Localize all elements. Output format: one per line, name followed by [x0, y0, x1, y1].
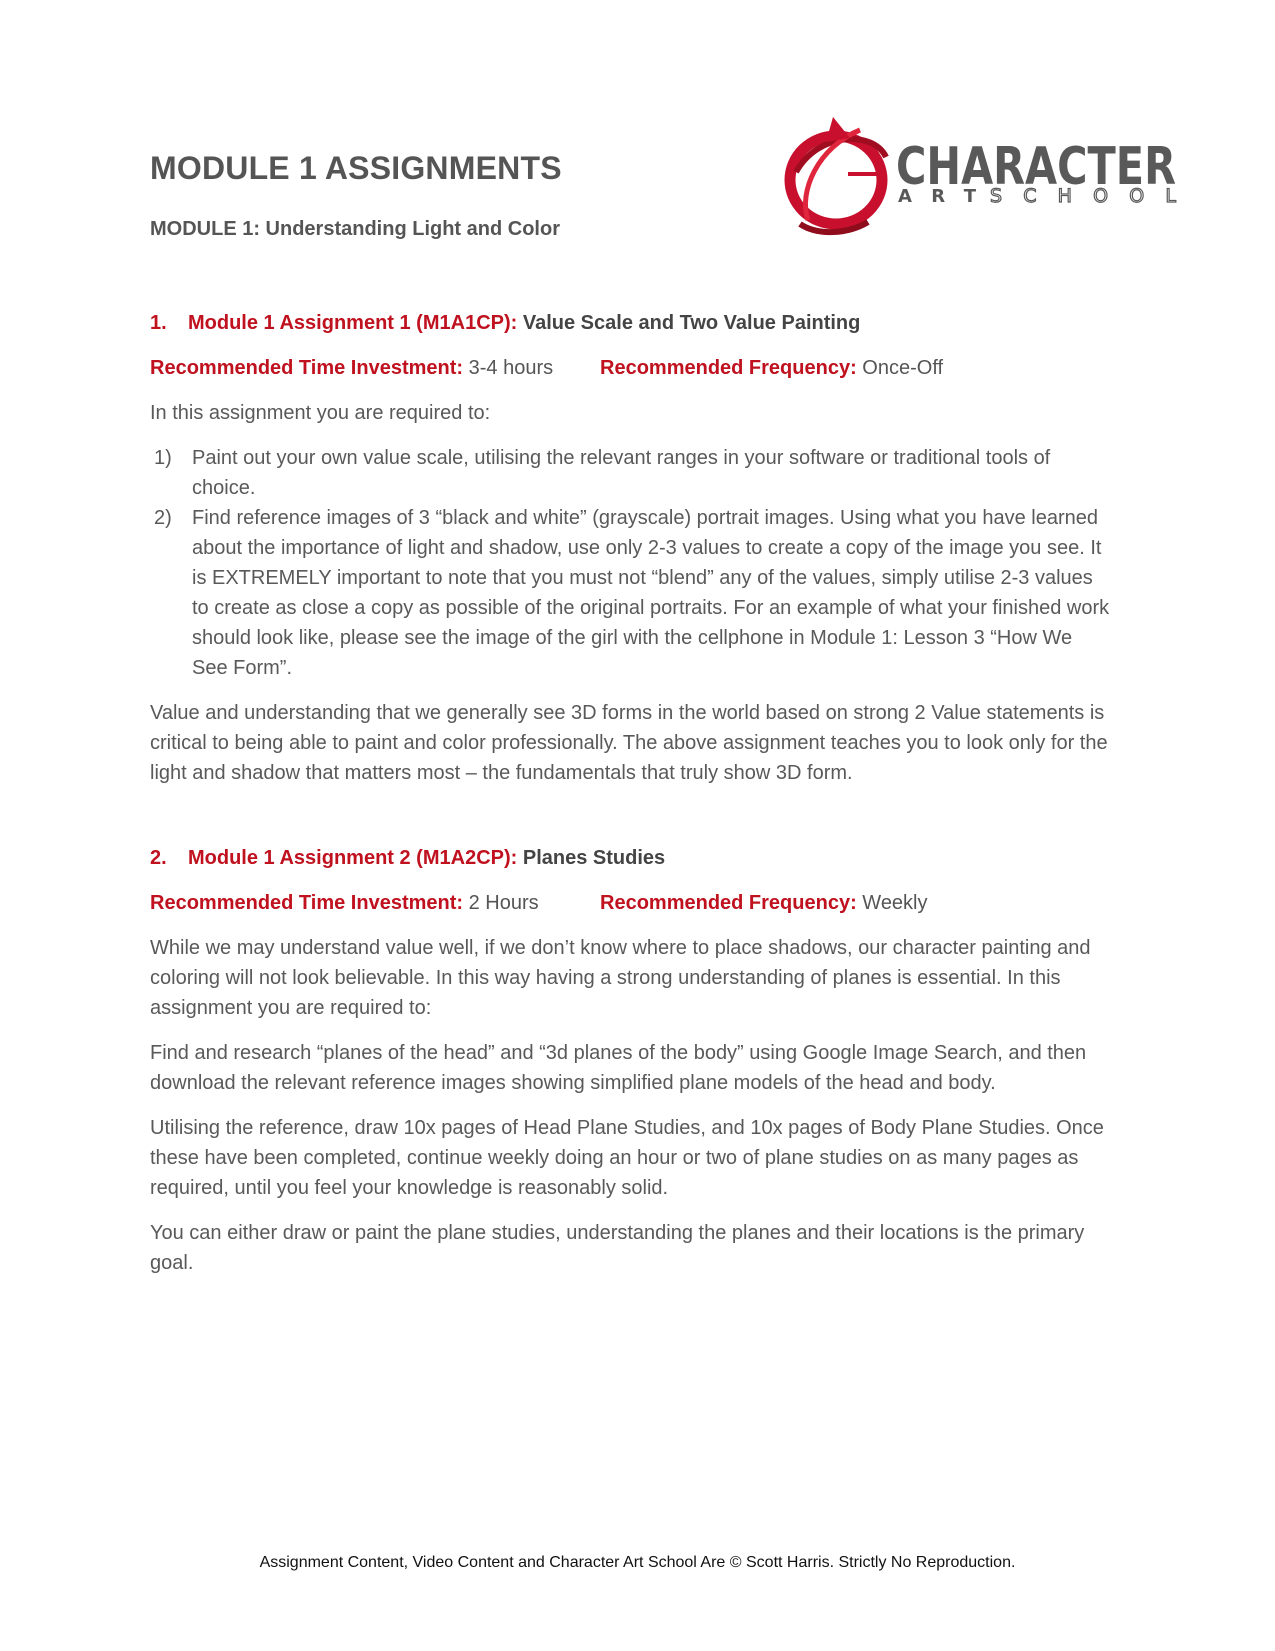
assignment-1-title: Value Scale and Two Value Painting [522, 312, 861, 334]
assignment-1-freq-value: Once-Off [862, 357, 944, 379]
assignment-2-freq-value: Weekly [862, 892, 928, 914]
logo-swirl-icon [790, 117, 886, 232]
logo-tagline-art: ART [898, 186, 976, 207]
assignment-1-meta [150, 353, 1110, 383]
page-subtitle: MODULE 1: Understanding Light and Color [150, 218, 560, 240]
list-item-number: 1) [154, 447, 172, 469]
assignment-2-freq-label: Recommended Frequency: [600, 892, 857, 914]
assignment-2-heading [150, 843, 1110, 873]
list-item-text: Paint out your own value scale, utilising the relevant ranges in your software or traditional tools of choice. [192, 447, 1051, 499]
assignment-1-time-label: Recommended Time Investment: [150, 357, 464, 379]
list-item-text: Find reference images of 3 “black and white” (grayscale) portrait images. Using what you have learned about the importance of light and shadow, use only 2-3 values to create a copy of the image you see. It is EXTREMELY important to note that you must not “blend” any of the values, simply utilise 2-3 values to create as close a copy as possible of the original portraits. For an example of what your finished work should look like, please see the image of the girl with the cellphone in Module 1: Lesson 3 “How We See Form”. [192, 507, 1110, 679]
list-item [150, 503, 1110, 683]
assignment-1-steps [150, 443, 1110, 683]
character-art-school-logo [778, 112, 1180, 240]
assignment-1-label: Module 1 Assignment 1 (M1A1CP): [188, 312, 518, 334]
assignment-2-number: 2. [150, 847, 167, 869]
assignment-2-paragraph-2: Find and research “planes of the head” and “3d planes of the body” using Google Image Search, and then download the relevant reference images showing simplified plane models of the head and body. [150, 1042, 1087, 1094]
assignment-1-time-value: 3-4 hours [468, 357, 554, 379]
list-item-number: 2) [154, 507, 172, 529]
assignment-1-number: 1. [150, 312, 167, 334]
assignments-content [150, 308, 1110, 1293]
assignment-2-time-label: Recommended Time Investment: [150, 892, 464, 914]
assignment-1-heading [150, 308, 1110, 338]
assignment-1-freq-label: Recommended Frequency: [600, 357, 857, 379]
copyright-footer: Assignment Content, Video Content and Character Art School Are © Scott Harris. Strictly No Reproduction. [259, 1554, 1016, 1571]
list-item [150, 443, 1110, 503]
assignment-2-paragraph-1: While we may understand value well, if we don’t know where to place shadows, our character painting and coloring will not look believable. In this way having a strong understanding of planes is essential. In this assignment you are required to: [150, 937, 1091, 1019]
assignment-2-paragraph-3: Utilising the reference, draw 10x pages of Head Plane Studies, and 10x pages of Body Plane Studies. Once these have been completed, continue weekly doing an hour or two of plane studies on as many pages as required, until you feel your knowledge is reasonably solid. [150, 1117, 1104, 1199]
assignment-2-time-value: 2 Hours [468, 892, 539, 914]
assignment-2-paragraph-4: You can either draw or paint the plane studies, understanding the planes and their locations is the primary goal. [150, 1222, 1085, 1274]
assignment-2-label: Module 1 Assignment 2 (M1A2CP): [188, 847, 518, 869]
assignment-1-intro: In this assignment you are required to: [150, 402, 491, 424]
assignment-2-meta [150, 888, 1110, 918]
assignment-1-closing: Value and understanding that we generally see 3D forms in the world based on strong 2 Value statements is critical to being able to paint and color professionally. The above assignment teaches you to look only for the light and shadow that matters most – the fundamentals that truly show 3D form. [150, 702, 1108, 784]
assignment-2-title: Planes Studies [522, 847, 666, 869]
page-title: MODULE 1 ASSIGNMENTS [150, 150, 562, 186]
logo-tagline-school: SCHOOL [990, 185, 1176, 207]
logo-wordmark: CHARACTER [896, 137, 1176, 197]
